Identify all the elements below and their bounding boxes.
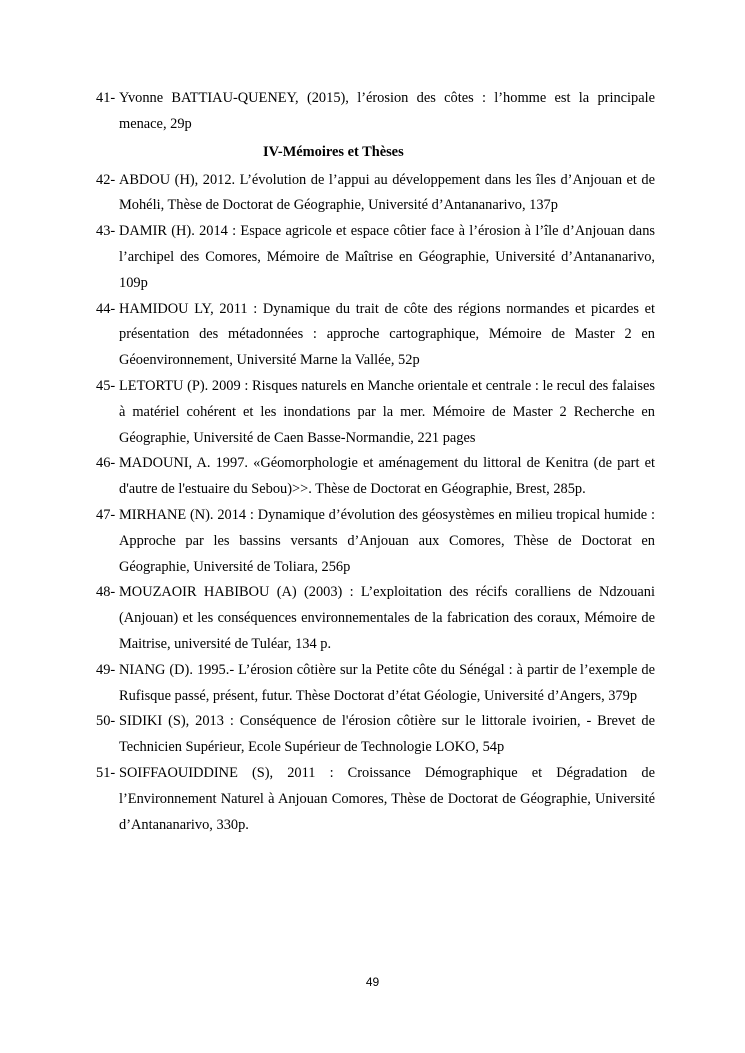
section-heading: IV-Mémoires et Thèses [263,143,404,160]
reference-number: 47- [96,506,116,523]
reference-text: ABDOU (H), 2012. L’évolution de l’appui au développement dans les îles d’Anjouan et de Mohéli, Thèse de Doctorat de Géographie, Université d’Antananarivo, 137p [119,171,655,214]
reference-item-45 [96,374,655,451]
reference-text: SOIFFAOUIDDINE (S), 2011 : Croissance Démographique et Dégradation de l’Environnement Naturel à Anjouan Comores, Thèse de Doctorat de Géographie, Université d’Antananarivo, 330p. [119,764,655,833]
reference-text: MADOUNI, A. 1997. «Géomorphologie et aménagement du littoral de Kenitra (de part et d'autre de l'estuaire du Sebou)>>. Thèse de Doctorat en Géographie, Brest, 285p. [119,455,655,498]
reference-number: 42- [96,171,116,188]
reference-text: HAMIDOU LY, 2011 : Dynamique du trait de côte des régions normandes et picardes et présentation des métadonnées : approche cartographique, Mémoire de Master 2 en Géoenvironnement, Université Marne la Vallée, 52p [119,300,655,369]
page-number: 49 [365,975,380,989]
reference-text: SIDIKI (S), 2013 : Conséquence de l'érosion côtière sur le littorale ivoirien, - Brevet de Technicien Supérieur, Ecole Supérieur de Technologie LOKO, 54p [119,713,655,756]
reference-number: 50- [96,713,116,730]
reference-item-49 [96,658,655,710]
reference-number: 44- [96,300,116,317]
reference-text: MOUZAOIR HABIBOU (A) (2003) : L’exploitation des récifs coralliens de Ndzouani (Anjouan) et les conséquences environnementales de la fabrication des coraux, Mémoire de Maitrise, université de Tuléar, 134 p. [119,584,655,652]
reference-text: Yvonne BATTIAU-QUENEY, (2015), l’érosion des côtes : l’homme est la principale menace, 29p [119,90,655,132]
reference-item-50 [96,709,655,761]
reference-item-48 [96,580,655,657]
reference-text: DAMIR (H). 2014 : Espace agricole et espace côtier face à l’érosion à l’île d’Anjouan dans l’archipel des Comores, Mémoire de Maîtrise en Géographie, Université d’Antananarivo, 109p [119,223,655,291]
reference-item-42 [96,168,655,220]
reference-number: 48- [96,584,116,601]
reference-item-46 [96,451,655,503]
reference-number: 43- [96,223,116,240]
reference-text: NIANG (D). 1995.- L’érosion côtière sur la Petite côte du Sénégal : à partir de l’exemple de Rufisque passé, présent, futur. Thèse Doctorat d’état Géologie, Université d’Angers, 379p [119,661,655,704]
reference-item-44 [96,297,655,374]
reference-number: 46- [96,455,116,472]
reference-number: 49- [96,661,116,678]
reference-number: 41- [96,90,116,106]
reference-number: 45- [96,377,116,394]
reference-list [96,86,655,838]
reference-item-41 [96,86,655,138]
reference-text: MIRHANE (N). 2014 : Dynamique d’évolution des géosystèmes en milieu tropical humide : Approche par les bassins versants d’Anjouan aux Comores, Thèse de Doctorat en Géographie, Université de Toliara, 256p [119,506,655,575]
reference-text: LETORTU (P). 2009 : Risques naturels en Manche orientale et centrale : le recul des falaises à matériel cohérent et les inondations par la mer. Mémoire de Master 2 Recherche en Géographie, Université de Caen Basse-Normandie, 221 pages [119,377,655,446]
reference-number: 51- [96,764,116,781]
reference-item-47 [96,503,655,580]
reference-item-43 [96,219,655,296]
reference-item-51 [96,761,655,838]
